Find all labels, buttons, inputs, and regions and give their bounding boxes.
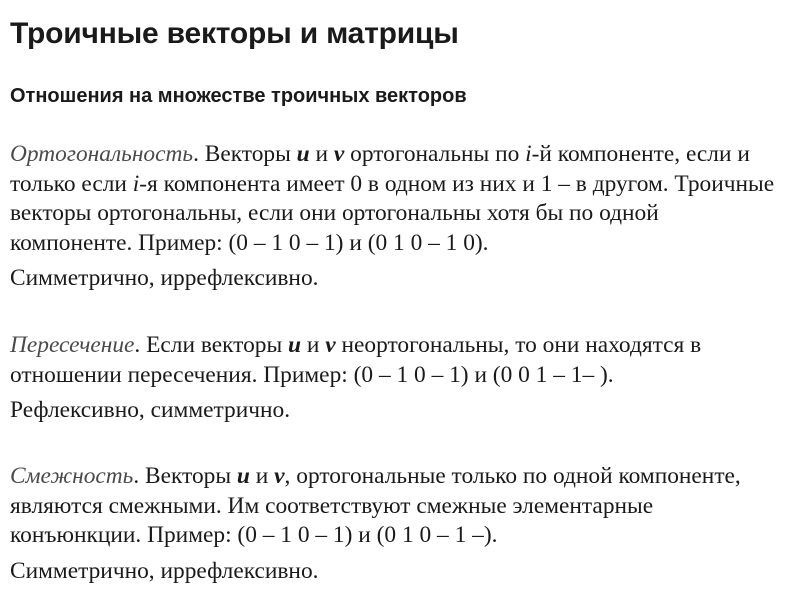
orthogonality-term: Ортогональность xyxy=(10,141,194,167)
intersection-conclusion: Рефлексивно, симметрично. xyxy=(10,397,291,423)
conjunction-and: и xyxy=(249,463,275,489)
vector-v: v xyxy=(274,463,285,489)
adjacency-conclusion: Симметрично, иррефлексивно. xyxy=(10,557,319,584)
conjunction-and: и xyxy=(301,332,326,358)
intersection-text-2: неортогональны, то они находятся в отношении пересечения. Пример: (0 – 1 0 – 1) и (0 0 1 – 1– ). xyxy=(10,332,702,388)
orthogonality-section xyxy=(10,140,786,294)
page-title: Троичные векторы и матрицы xyxy=(10,17,459,50)
vector-v: v xyxy=(333,141,345,167)
intersection-text-1: . Если векторы xyxy=(134,332,289,358)
orthogonality-text-1: . Векторы xyxy=(193,141,297,167)
vector-v: v xyxy=(325,332,336,358)
orthogonality-text-2: ортогональны по xyxy=(344,141,526,167)
intersection-term: Пересечение xyxy=(10,332,135,358)
adjacency-section xyxy=(10,462,786,586)
index-i: i xyxy=(525,141,532,167)
orthogonality-definition xyxy=(10,140,786,258)
orthogonality-text-4: -я компонента имеет 0 в одном из них и 1 – в другом. Троичные векторы ортогональны, если они ортогональны хотя бы по одной компоненте. Пример: (0 – 1 0 – 1) и (0 1 0 – 1 0). xyxy=(10,170,775,256)
vector-u: u xyxy=(236,463,250,489)
conjunction-and: и xyxy=(309,141,334,167)
intersection-definition xyxy=(10,331,786,390)
section-subtitle: Отношения на множестве троичных векторов xyxy=(10,85,467,107)
intersection-section xyxy=(10,331,786,426)
adjacency-definition xyxy=(10,462,786,551)
orthogonality-conclusion: Симметрично, иррефлексивно. xyxy=(10,265,319,291)
index-i: i xyxy=(132,170,140,197)
orthogonality-text-3: -й компоненте, если и только если xyxy=(10,141,750,197)
adjacency-text-2: , ортогональные только по одной компоненте, являются смежными. Им соответствуют смежные элементарные конъюнкции. Пример: (0 – 1 0 – 1) и (0 1 0 – 1 –). xyxy=(10,463,741,548)
adjacency-text-1: . Векторы xyxy=(133,463,237,489)
vector-u: u xyxy=(296,141,310,167)
vector-u: u xyxy=(288,332,302,358)
adjacency-term: Смежность xyxy=(10,463,134,489)
